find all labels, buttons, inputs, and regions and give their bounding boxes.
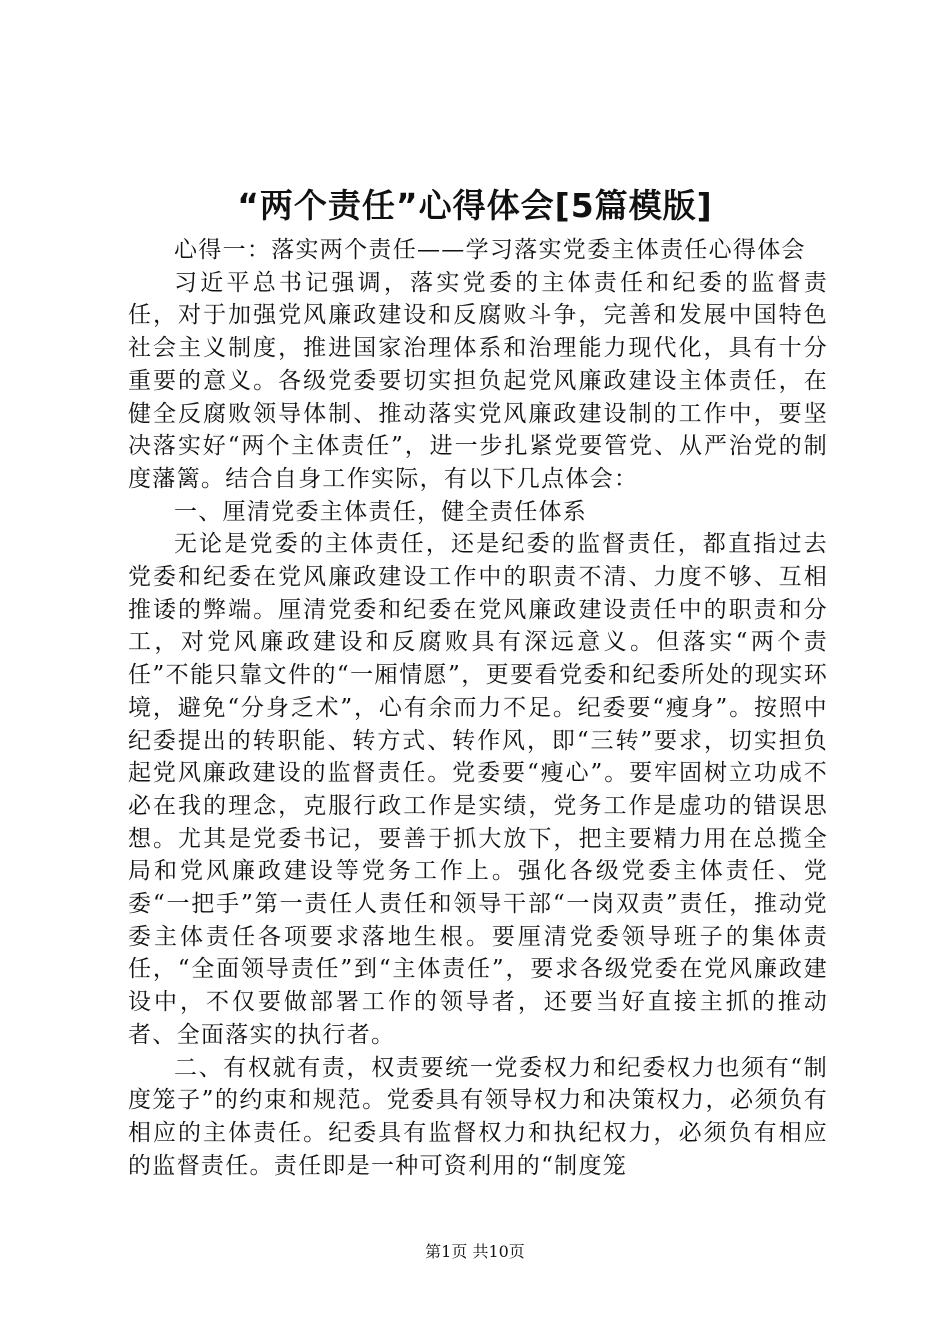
document-title: “两个责任”心得体会[5篇模版]	[237, 186, 713, 225]
paragraph-subtitle: 心得一：落实两个责任——学习落实党委主体责任心得体会	[174, 237, 806, 263]
section-heading: 一、厘清党委主体责任，健全责任体系	[174, 498, 588, 525]
paragraph: 习近平总书记强调，落实党委的主体责任和纪委的监督责任，对于加强党风廉政建设和反腐败斗争，完善和发展中国特色社会主义制度，推进国家治理体系和治理能力现代化，具有十分重要的意义。各级党委要切实担负起党风廉政建设主体责任，在健全反腐败领导体制、推动落实党风廉政建设制的工作中，要坚决落实好“两个主体责任”，进一步扎紧党要管党、从严治党的制度藩篱。结合自身工作实际，有以下几点体会：	[128, 269, 828, 492]
page-footer: 第1页 共10页	[425, 1242, 525, 1261]
document-body	[128, 234, 828, 1182]
paragraph: 无论是党委的主体责任，还是纪委的监督责任，都直指过去党委和纪委在党风廉政建设工作中的职责不清、力度不够、互相推诿的弊端。厘清党委和纪委在党风廉政建设责任中的职责和分工，对党风廉政建设和反腐败具有深远意义。但落实“两个责任”不能只靠文件的“一厢情愿”，更要看党委和纪委所处的现实环境，避免“分身乏术”，心有余而力不足。纪委要“瘦身”。按照中纪委提出的转职能、转方式、转作风，即“三转”要求，切实担负起党风廉政建设的监督责任。党委要“瘦心”。要牢固树立功成不必在我的理念，克服行政工作是实绩，党务工作是虚功的错误思想。尤其是党委书记，要善于抓大放下，把主要精力用在总揽全局和党风廉政建设等党务工作上。强化各级党委主体责任、党委“一把手”第一责任人责任和领导干部“一岗双责”责任，推动党委主体责任各项要求落地生根。要厘清党委领导班子的集体责任，“全面领导责任”到“主体责任”，要求各级党委在党风廉政建设中，不仅要做部署工作的领导者，还要当好直接主抓的推动者、全面落实的执行者。	[128, 531, 828, 1048]
paragraph: 二、有权就有责，权责要统一党委权力和纪委权力也须有“制度笼子”的约束和规范。党委具有领导权力和决策权力，必须负有相应的主体责任。纪委具有监督权力和执纪权力，必须负有相应的监督责任。责任即是一种可资利用的“制度笼	[128, 1054, 828, 1179]
